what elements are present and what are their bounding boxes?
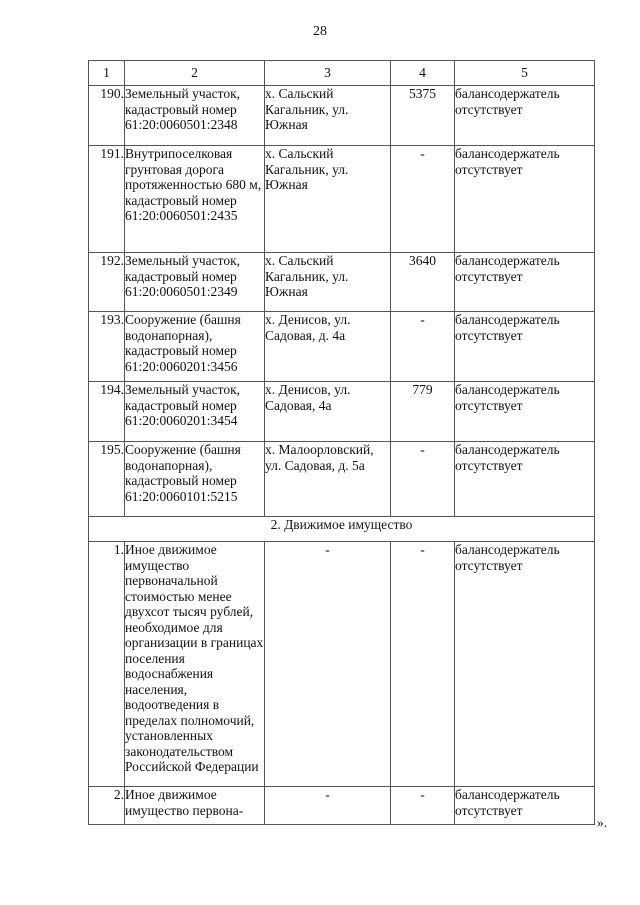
object-address: х. Денисов, ул. Садовая, 4а: [265, 382, 391, 442]
header-col-number: 1: [89, 61, 125, 86]
object-address: -: [265, 787, 391, 825]
table-row: [89, 312, 595, 382]
object-address: х. Денисов, ул. Садовая, д. 4а: [265, 312, 391, 382]
object-area: -: [391, 442, 455, 517]
object-area: 779: [391, 382, 455, 442]
object-address: х. Сальский Кагальник, ул. Южная: [265, 86, 391, 146]
object-name: Иное движимое имущество первона-: [125, 787, 265, 825]
table-row: [89, 542, 595, 787]
row-number: 195.: [89, 442, 125, 517]
table-row: [89, 382, 595, 442]
property-table: [88, 60, 595, 825]
table-row: [89, 787, 595, 825]
header-col-address: 3: [265, 61, 391, 86]
table-row: [89, 253, 595, 312]
object-area: -: [391, 312, 455, 382]
header-col-name: 2: [125, 61, 265, 86]
row-number: 193.: [89, 312, 125, 382]
row-number: 194.: [89, 382, 125, 442]
table-row: [89, 146, 595, 253]
page-number: 28: [313, 24, 327, 39]
balance-holder: балансодержатель отсутствует: [455, 542, 595, 787]
object-address: х. Сальский Кагальник, ул. Южная: [265, 253, 391, 312]
object-address: х. Сальский Кагальник, ул. Южная: [265, 146, 391, 253]
balance-holder: балансодержатель отсутствует: [455, 382, 595, 442]
row-number: 190.: [89, 86, 125, 146]
object-area: 3640: [391, 253, 455, 312]
row-number: 1.: [89, 542, 125, 787]
section-title: 2. Движимое имущество: [89, 517, 595, 542]
object-name: Земельный участок, кадастровый номер 61:20:0060501:2348: [125, 86, 265, 146]
object-address: х. Малоорловский, ул. Садовая, д. 5а: [265, 442, 391, 517]
balance-holder: балансодержатель отсутствует: [455, 86, 595, 146]
table-header-row: [89, 61, 595, 86]
row-number: 191.: [89, 146, 125, 253]
object-name: Земельный участок, кадастровый номер 61:20:0060201:3454: [125, 382, 265, 442]
table-row: [89, 442, 595, 517]
object-address: -: [265, 542, 391, 787]
balance-holder: балансодержатель отсутствует: [455, 442, 595, 517]
header-col-holder: 5: [455, 61, 595, 86]
closing-quote-mark: ».: [597, 815, 608, 830]
balance-holder: балансодержатель отсутствует: [455, 312, 595, 382]
object-area: -: [391, 787, 455, 825]
section-row: [89, 517, 595, 542]
object-name: Сооружение (башня водонапорная), кадастровый номер 61:20:0060201:3456: [125, 312, 265, 382]
balance-holder: балансодержатель отсутствует: [455, 146, 595, 253]
table-row: [89, 86, 595, 146]
object-area: 5375: [391, 86, 455, 146]
row-number: 192.: [89, 253, 125, 312]
object-name: Иное движимое имущество первоначальной стоимостью менее двухсот тысяч рублей, необходимое для организации в границах поселения водоснабжения населения, водоотведения в пределах полномочий, установленных законодательством Российской Федерации: [125, 542, 265, 787]
object-name: Внутрипоселковая грунтовая дорога протяженностью 680 м, кадастровый номер 61:20:0060501:2435: [125, 146, 265, 253]
header-col-area: 4: [391, 61, 455, 86]
object-name: Сооружение (башня водонапорная), кадастровый номер 61:20:0060101:5215: [125, 442, 265, 517]
object-name: Земельный участок, кадастровый номер 61:20:0060501:2349: [125, 253, 265, 312]
balance-holder: балансодержатель отсутствует: [455, 787, 595, 825]
balance-holder: балансодержатель отсутствует: [455, 253, 595, 312]
object-area: -: [391, 542, 455, 787]
row-number: 2.: [89, 787, 125, 825]
object-area: -: [391, 146, 455, 253]
